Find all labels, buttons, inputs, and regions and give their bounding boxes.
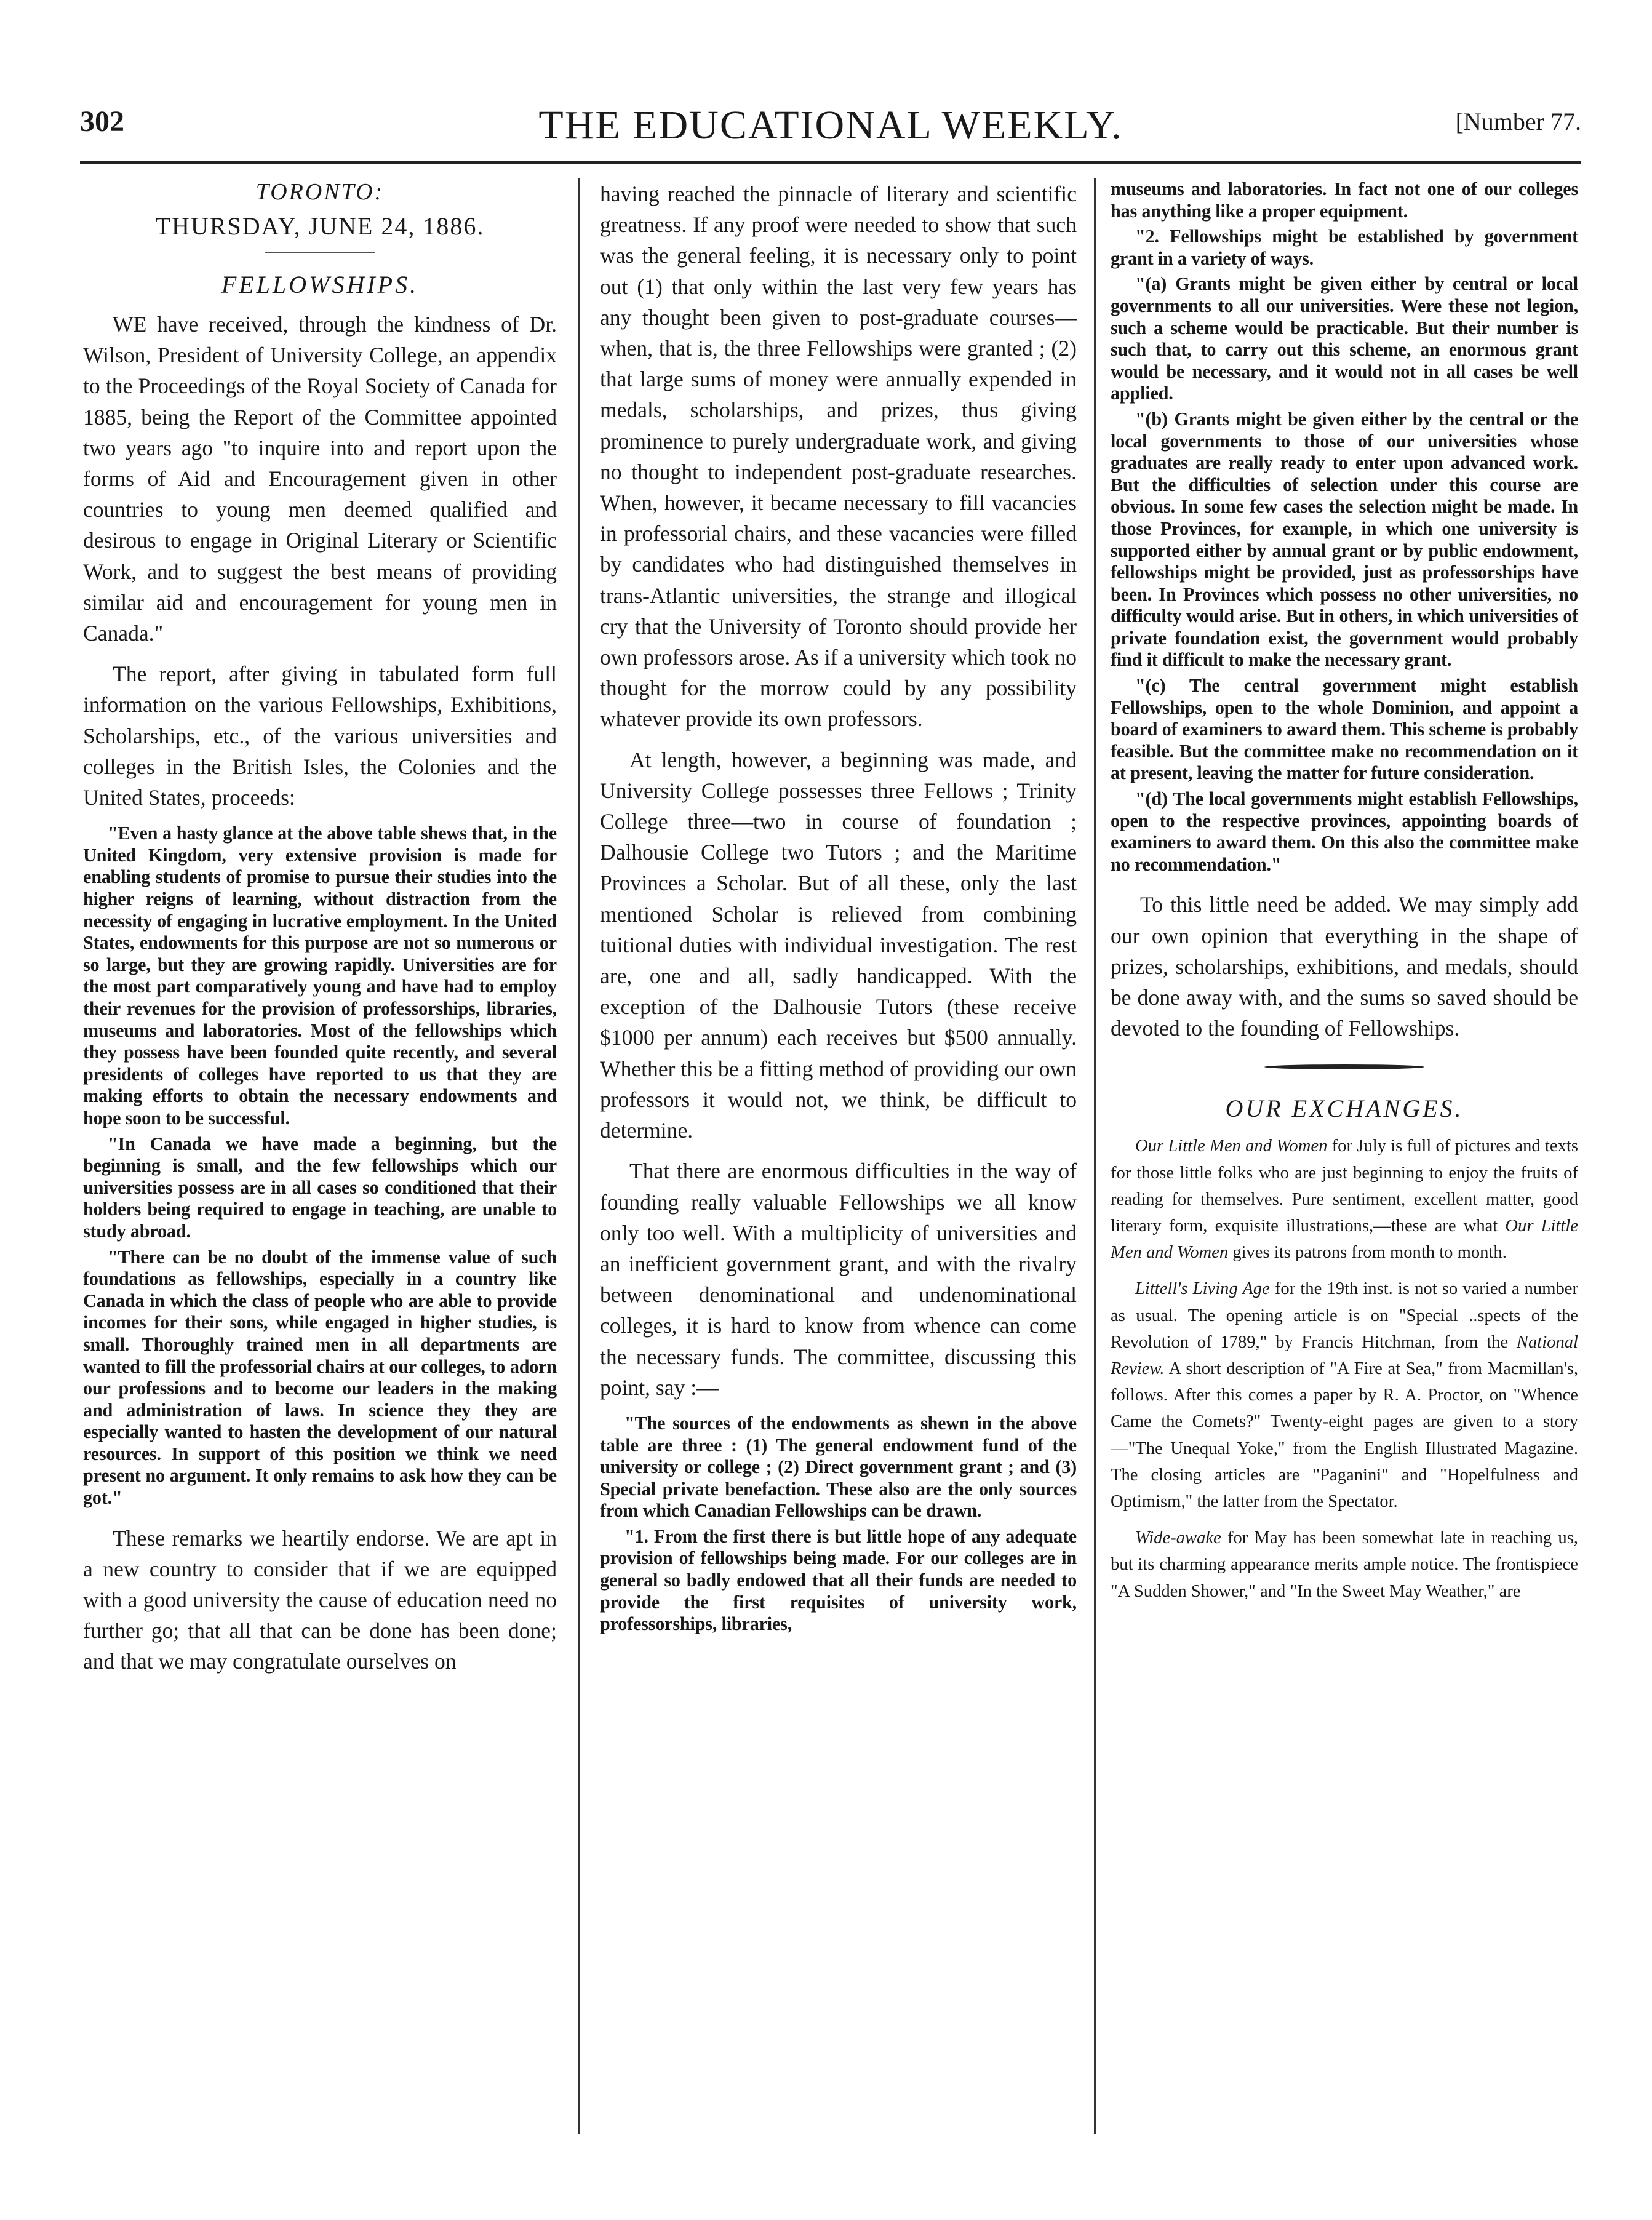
column-1 [83, 178, 557, 2140]
periodical-title: Our Little Men and Women [1135, 1136, 1328, 1156]
report-quote: "Even a hasty glance at the above table shews that, in the United Kingdom, very extensive provision is made for enabling students of promise to pursue their studies into the higher reigns of learning, without distraction from the necessity of engaging in lucrative employment. In the United States, endowments for this purpose are not so numerous or so large, but they are growing rapidly. Universities are for the most part comparatively young and have had to employ their revenues for the provision of professorships, libraries, museums and laboratories. Most of the fellowships which they possess have been founded quite recently, and several presidents of colleges have reported to us that they are making efforts to obtain the necessary endowments and hope soon to be successful. [83, 823, 557, 1128]
ornamental-rule [1264, 1064, 1424, 1069]
divider [265, 252, 375, 253]
exchange-text: gives its patrons from month to month. [1228, 1243, 1507, 1263]
periodical-title: Littell's Living Age [1135, 1279, 1270, 1299]
article-paragraph: The report, after giving in tabulated form full information on the various Fellowships, Exhibitions, Scholarships, etc., of the various universities and colleges in the British Isles, the Colonies and the United States, proceeds: [83, 661, 557, 810]
periodical-title: National Review. [1111, 1332, 1578, 1379]
exchange-text: for May has been somewhat late in reaching us, but its charming appearance merits ample notice. The frontispiece "A Sudden Shower," and "In the Sweet May Weather," are [1111, 1528, 1578, 1601]
exchange-item [1111, 1525, 1578, 1605]
article-paragraph: That there are enormous difficulties in the way of founding really valuable Fellowships we all know only too well. With a multiplicity of universities and an inefficient government grant, and with the rivalry between denominational and undenominational colleges, it is hard to know from whence can come the necessary funds. The committee, discussing this point, say :— [600, 1159, 1077, 1400]
report-quote: "1. From the first there is but little hope of any adequate provision of fellowships being made. For our colleges are in general so badly endowed that all their funds are needed to provide the first requisites of university work, professorships, libraries, [600, 1525, 1077, 1635]
article-paragraph: To this little need be added. We may simply add our own opinion that everything in the shape of prizes, scholarships, exhibitions, and medals, should be done away with, and the sums so saved should be devoted to the founding of Fellowships. [1111, 892, 1578, 1041]
column-2 [600, 178, 1077, 2140]
column-divider [1094, 178, 1096, 2134]
article-paragraph: These remarks we heartily endorse. We are apt in a new country to consider that if we are equipped with a good university the cause of education need no further go; that all that can be done has been done; and that we may congratulate ourselves on [83, 1525, 557, 1674]
column-3 [1111, 178, 1578, 2140]
page-header [80, 105, 1581, 160]
exchange-text: for the 19th inst. is not so varied a number as usual. The opening article is on "Special ..spects of the Revolution of 1789," by Francis Hitchman, from the [1111, 1279, 1578, 1352]
article-paragraph: having reached the pinnacle of literary and scientific greatness. If any proof were needed to show that such was the general feeling, it is necessary only to point out (1) that only within the last very few years has any thought been given to post-graduate courses—when, that is, the three Fellowships were granted ; (2) that large sums of money were annually expended in medals, scholarships, and prizes, thus giving prominence to purely undergraduate work, and giving no thought to independent post-graduate researches. When, however, it became necessary to fill vacancies in professorial chairs, and these vacancies were filled by candidates who had distinguished themselves in trans-Atlantic universities, the strange and illogical cry that the University of Toronto should provide her own professors arose. As if a university which took no thought for the morrow could by any possibility whatever provide its own professors. [600, 182, 1077, 732]
periodical-title: Our Little Men and Women [1111, 1216, 1578, 1263]
report-quote: "(d) The local governments might establish Fellowships, open to the respective provinces, appointing boards of examiners to award them. On this also the committee make no recommendation." [1111, 788, 1578, 875]
exchange-text: A short description of "A Fire at Sea," from Macmillan's, follows. After this comes a paper by R. A. Proctor, on "Whence Came the Comets?" Twenty-eight pages are given to a story—"The Unequal Yoke," from the English Illustrated Magazine. The closing articles are "Paganini" and "Hopelfulness and Optimism," the latter from the Spectator. [1111, 1359, 1578, 1512]
report-quote: "The sources of the endowments as shewn in the above table are three : (1) The general endowment fund of the university or college ; (2) Direct government grant ; and (3) Special private benefaction. These also are the only sources from which Canadian Fellowships can be drawn. [600, 1412, 1077, 1522]
periodical-title: Wide-awake [1135, 1528, 1221, 1548]
report-quote: museums and laboratories. In fact not one of our colleges has anything like a proper equipment. [1111, 178, 1578, 222]
report-quote: "In Canada we have made a beginning, but the beginning is small, and the few fellowships which our universities possess are in all cases so conditioned that their holders being required to engage in teaching, are unable to study abroad. [83, 1133, 557, 1242]
article-title: FELLOWSHIPS. [221, 271, 419, 298]
exchange-item [1111, 1133, 1578, 1266]
report-quote: "(a) Grants might be given either by central or local governments to all our universities. Were these not legion, such a scheme would be practicable. But their number is such that, to carry out this scheme, an enormous grant would be necessary, and it would not in all cases be well applied. [1111, 273, 1578, 404]
dateline-date: THURSDAY, JUNE 24, 1886. [155, 212, 485, 240]
masthead-title: THE EDUCATIONAL WEEKLY. [538, 103, 1123, 148]
report-quote: "2. Fellowships might be established by government grant in a variety of ways. [1111, 226, 1578, 269]
article-paragraph: At length, however, a beginning was made, and University College possesses three Fellows ; Trinity College three—two in course of foundation ; Dalhousie College two Tutors ; and the Maritime Provinces a Scholar. But of all these, only the last mentioned Scholar is relieved from combining tuitional duties with individual investigation. The rest are, one and all, sadly handicapped. With the exception of the Dalhousie Tutors (these receive $1000 per annum) each receives but $500 annually. Whether this be a fitting method of providing our own professors it would not, we think, be difficult to determine. [600, 747, 1077, 1143]
column-divider [578, 178, 580, 2134]
header-rule [80, 161, 1581, 164]
report-quote: "(b) Grants might be given either by the central or the local governments to those of our universities whose graduates are really ready to enter upon advanced work. But the difficulties of selection under this course are obvious. In some few cases the selection might be made. In those Provinces, for example, in which one university is supported either by annual grant or by public endowment, fellowships might be provided, just as professorships have been. In Provinces which possess no other universities, no difficulty would arise. But in others, in which universities of private foundation exist, the government would probably find it difficult to make the necessary grant. [1111, 408, 1578, 671]
dateline-city: TORONTO: [255, 179, 385, 205]
exchange-item [1111, 1276, 1578, 1515]
report-quote: "There can be no doubt of the immense value of such foundations as fellowships, especially in a country like Canada in which the class of people who are able to provide incomes for their sons, while engaged in higher studies, is small. Thoroughly trained men in all departments are wanted to fill the professorial chairs at our colleges, to adorn our professions and to become our leaders in the making and administration of laws. In science they they are especially wanted to hasten the development of our natural resources. In support of this position we think we need present no argument. It only remains to ask how they can be got." [83, 1246, 557, 1509]
exchanges-title: OUR EXCHANGES. [1225, 1095, 1464, 1123]
article-paragraph: WE have received, through the kindness of Dr. Wilson, President of University College, an appendix to the Proceedings of the Royal Society of Canada for 1885, being the Report of the Committee appointed two years ago "to inquire into and report upon the forms of Aid and Encouragement given in other countries to young men deemed qualified and desirous to engage in Original Literary or Scientific Work, and to suggest the best means of providing similar aid and encouragement for young men in Canada." [83, 312, 557, 646]
page-number: 302 [80, 105, 124, 138]
report-quote: "(c) The central government might establish Fellowships, open to the whole Dominion, and appoint a board of examiners to award them. This scheme is probably feasible. But the committee make no recommendation on it at present, leaving the matter for future consideration. [1111, 675, 1578, 784]
exchange-text: for July is full of pictures and texts for those little folks who are just beginning to enjoy the fruits of reading for themselves. Pure sentiment, excellent matter, good literary form, exquisite illustrations,—these are what [1111, 1136, 1578, 1236]
issue-number: [Number 77. [1455, 108, 1581, 135]
